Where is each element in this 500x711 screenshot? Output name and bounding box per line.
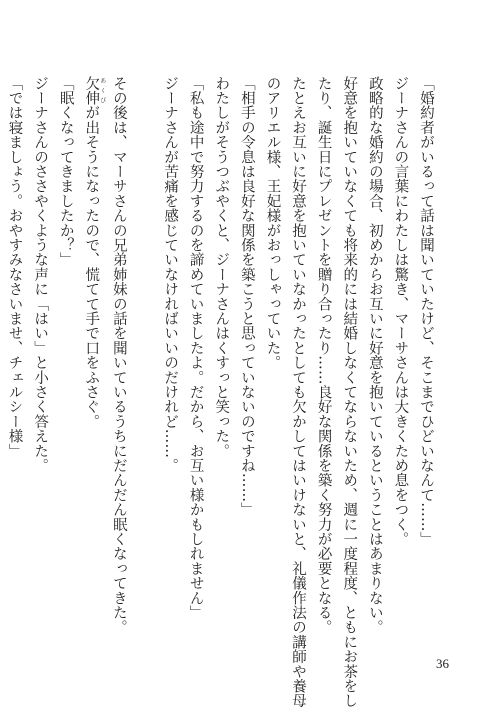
text-line: 「婚約者がいるって話は聞いていたけど、そこまでひどいなんて……」 [418,76,434,547]
ruby-word [83,76,106,106]
text-line: 「では寝ましょう。おやすみなさいませ、チェルシー様」 [6,76,23,459]
text-line: のアリエル様、王妃様がおっしゃっていた。 [264,76,281,370]
ruby-after: が出そうになったので、慌てて手で口をふさぐ。 [83,105,100,429]
text-line: 「私も途中で努力するのを諦めていましたよ。だから、お互い様かもしれません」 [187,76,204,620]
ruby-reading: あくび [98,76,106,106]
text-line: その後は、マーサさんの兄弟姉妹の話を聞いているうちにだんだん眠くなってきた。 [110,76,127,635]
text-line: ジーナさんの言葉にわたしは驚き、マーサさんは大きくため息をつく。 [392,76,409,547]
text-line: 「眠くなってきましたか？」 [57,76,74,268]
text-line: たり、誕生日にプレゼントを贈り合ったり……良好な関係を築く努力が必要となる。 [315,76,332,635]
text-line: わたしがそうつぶやくと、ジーナさんはくすっと笑った。 [213,76,230,459]
text-line: ジーナさんが苦痛を感じていなければいいのだけれど……。 [162,76,179,473]
text-line: 政略的な婚約の場合、初めからお互いに好意を抱いているということはあまりない。 [366,76,383,635]
text-line: ジーナさんのささやくような声に「はい」と小さく答えた。 [32,76,49,473]
ruby-base: 欠伸 [83,76,100,106]
text-line: たとえお互いに好意を抱いていなかったとしても欠かしてはいけないと、礼儀作法の講師や養母 [290,76,307,709]
text-line: 好意を抱いていなくても将来的には結婚しなくてならないため、週に一度程度、ともにお茶をし [341,76,358,709]
blank-line [131,76,157,646]
text-line: 「相手の令息は良好な関係を築こうと思っていないのですね……」 [238,76,255,517]
text-line-with-ruby [78,76,106,646]
page-number: 36 [436,656,449,671]
vertical-text-block [1,76,438,709]
